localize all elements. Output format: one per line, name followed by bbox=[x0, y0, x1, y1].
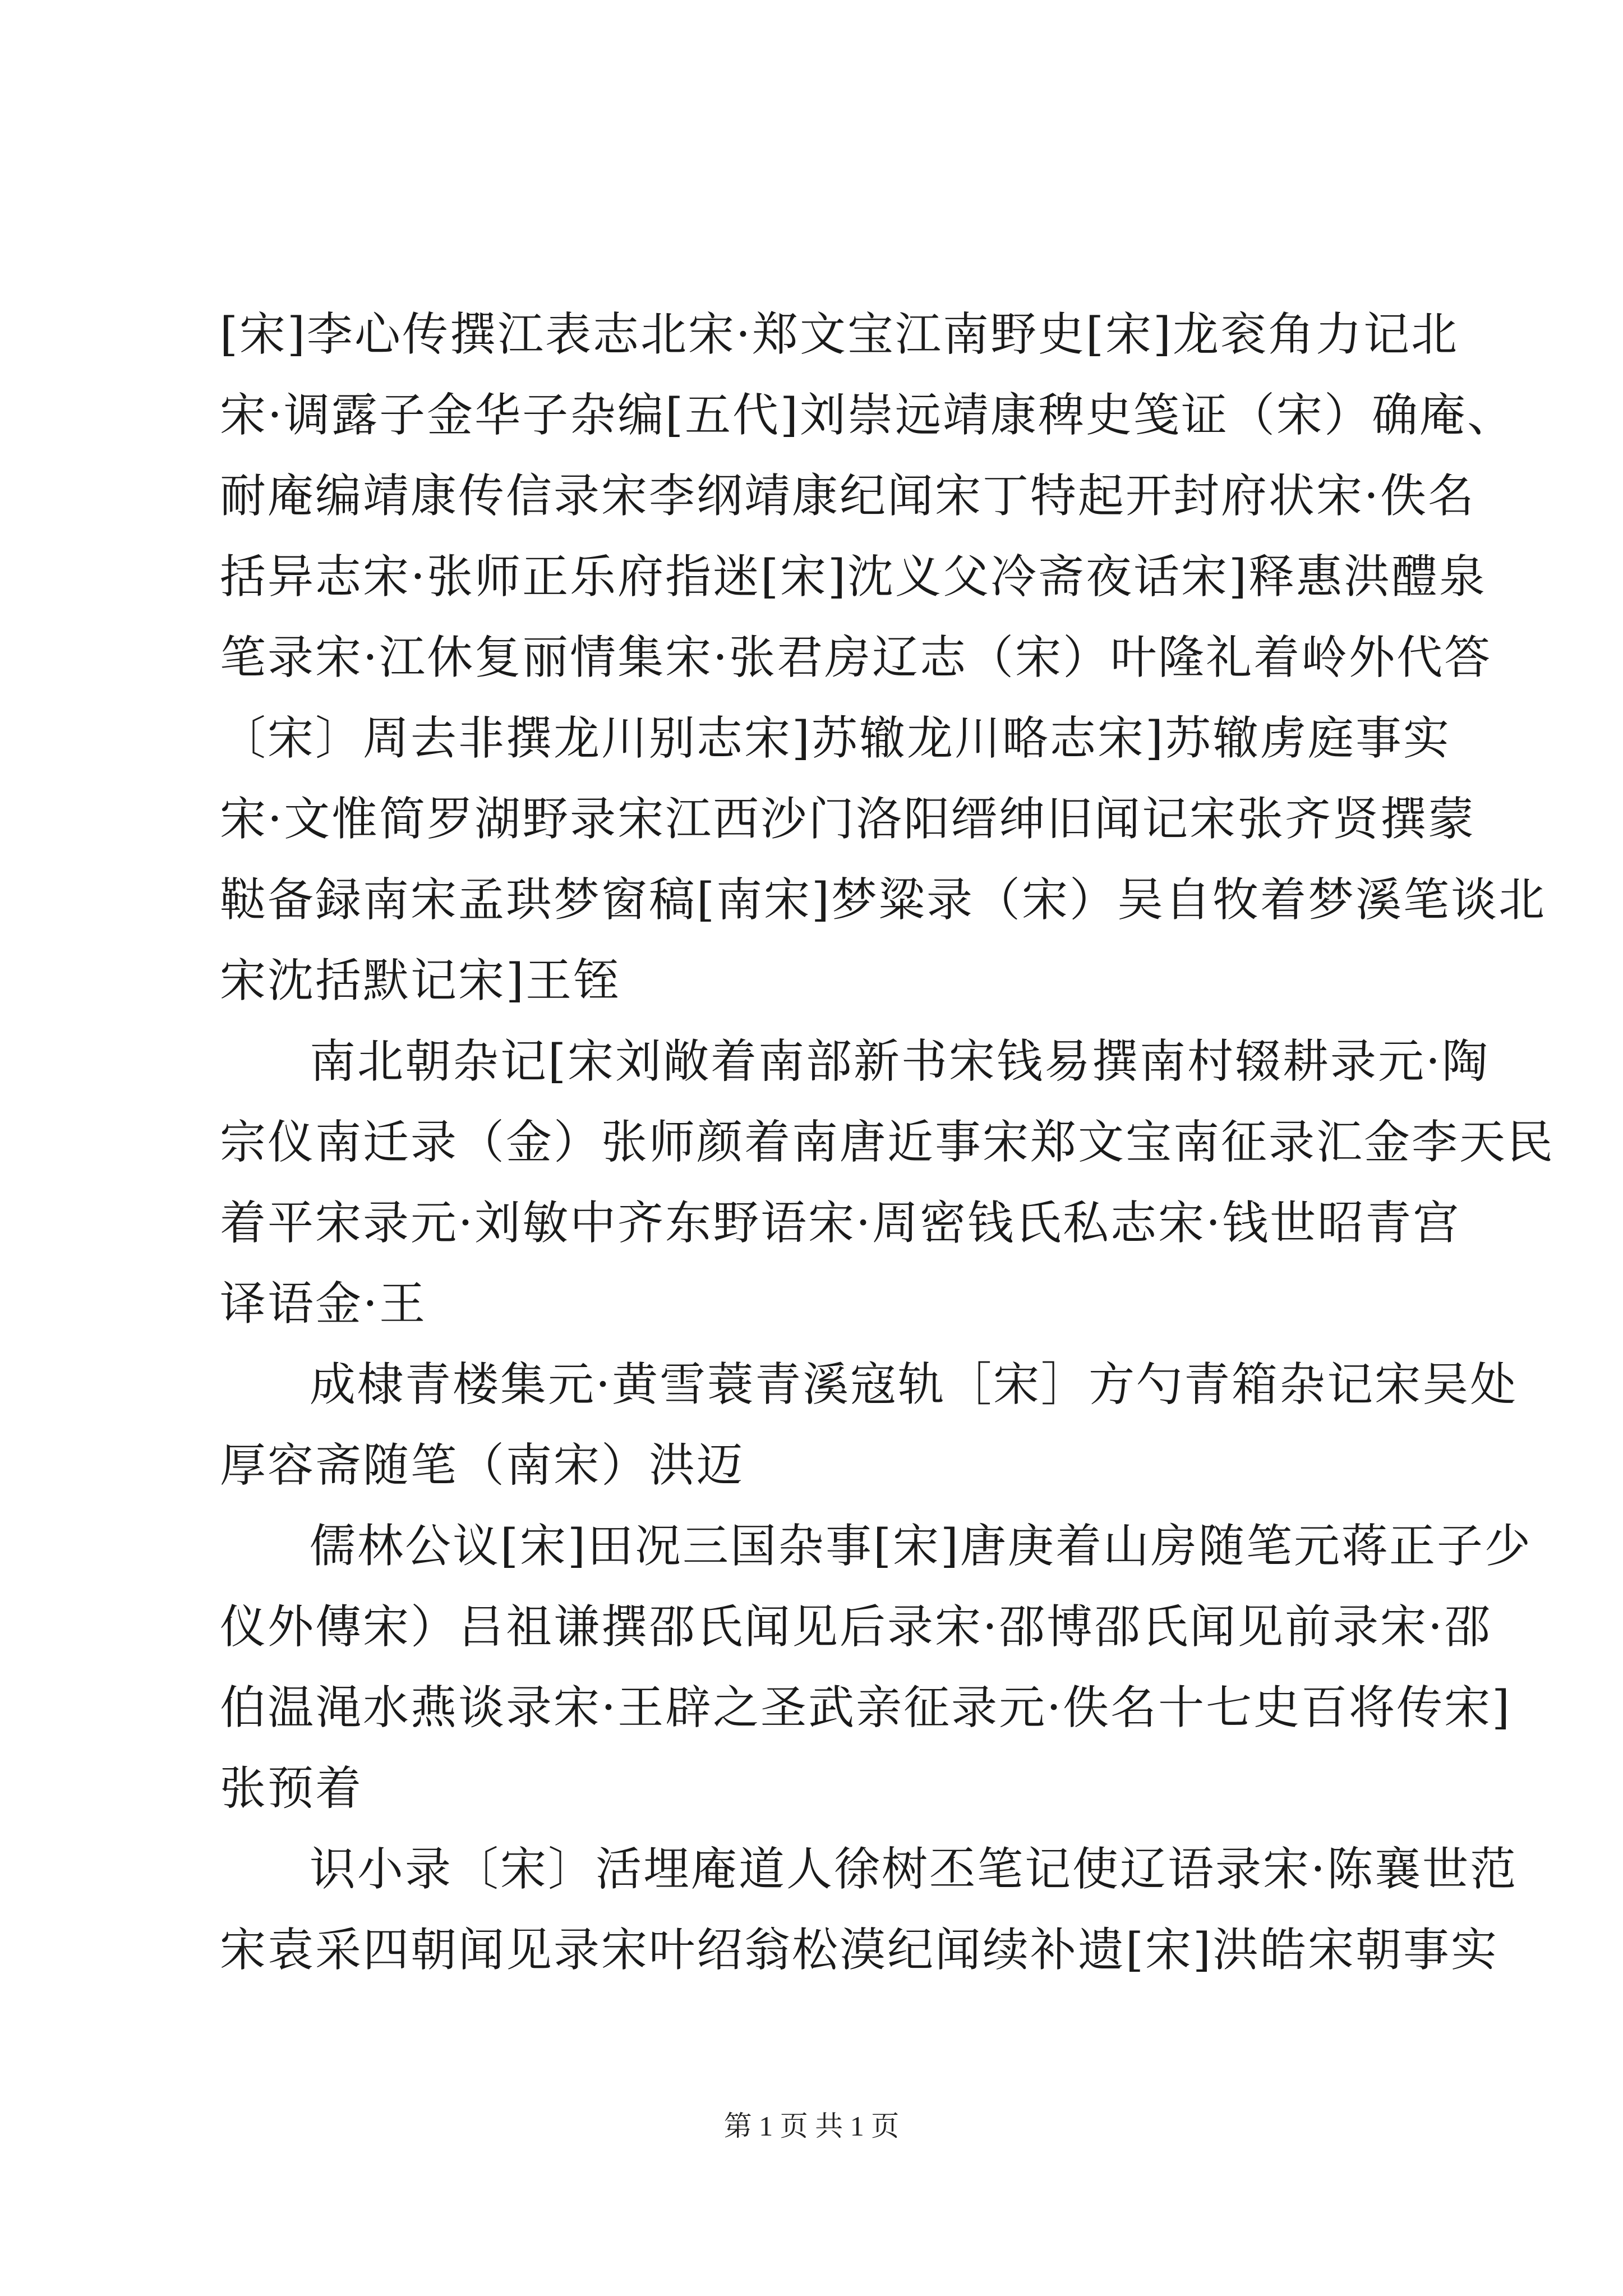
text-line: 仪外傳宋）吕祖谦撰邵氏闻见后录宋·邵博邵氏闻见前录宋·邵 bbox=[220, 1600, 1492, 1654]
text-line: 括异志宋·张师正乐府指迷[宋]沈义父冷斋夜话宋]释惠洪醴泉 bbox=[220, 550, 1487, 604]
paragraph-start-line: 成棣青楼集元·黄雪蓑青溪寇轨［宋］方勺青箱杂记宋吴处 bbox=[310, 1358, 1518, 1411]
text-line: 宗仪南迁录（金）张师颜着南唐近事宋郑文宝南征录汇金李天民 bbox=[220, 1116, 1555, 1169]
paragraph-start-line: 儒林公议[宋]田况三国杂事[宋]唐庚着山房随笔元蒋正子少 bbox=[310, 1520, 1532, 1573]
text-line: 宋袁采四朝闻见录宋叶绍翁松漠纪闻续补遗[宋]洪皓宋朝事实 bbox=[220, 1924, 1498, 1977]
text-line: 宋·文惟简罗湖野录宋江西沙门洛阳缙绅旧闻记宋张齐贤撰蒙 bbox=[220, 793, 1476, 846]
text-line: 着平宋录元·刘敏中齐东野语宋·周密钱氏私志宋·钱世昭青宫 bbox=[220, 1197, 1461, 1250]
text-line: 宋沈括默记宋]王铚 bbox=[220, 954, 621, 1007]
page-number-footer: 第 1 页 共 1 页 bbox=[723, 2110, 900, 2142]
text-line: 笔录宋·江休复丽情集宋·张君房辽志（宋）叶隆礼着岭外代答 bbox=[220, 631, 1492, 684]
paragraph-start-line: 南北朝杂记[宋刘敞着南部新书宋钱易撰南村辍耕录元·陶 bbox=[310, 1035, 1490, 1088]
text-line: 耐庵编靖康传信录宋李纲靖康纪闻宋丁特起开封府状宋·佚名 bbox=[220, 470, 1476, 523]
paragraph-start-line: 识小录〔宋〕活埋庵道人徐树丕笔记使辽语录宋·陈襄世范 bbox=[310, 1843, 1518, 1896]
text-line: 厚容斋随笔（南宋）洪迈 bbox=[220, 1439, 745, 1492]
text-line: 伯温渑水燕谈录宋·王辟之圣武亲征录元·佚名十七史百将传宋] bbox=[220, 1681, 1512, 1734]
text-line: 鞑备録南宋孟珙梦窗稿[南宋]梦粱录（宋）吴自牧着梦溪笔谈北 bbox=[220, 873, 1546, 927]
text-line: 宋·调露子金华子杂编[五代]刘崇远靖康稗史笺证（宋）确庵、 bbox=[220, 389, 1515, 442]
text-line: [宋]李心传撰江表志北宋·郑文宝江南野史[宋]龙衮角力记北 bbox=[220, 308, 1459, 361]
text-line: 〔宋〕周去非撰龙川别志宋]苏辙龙川略志宋]苏辙虏庭事实 bbox=[220, 712, 1451, 765]
text-line: 张预着 bbox=[220, 1762, 363, 1815]
text-line: 译语金·王 bbox=[220, 1277, 427, 1331]
